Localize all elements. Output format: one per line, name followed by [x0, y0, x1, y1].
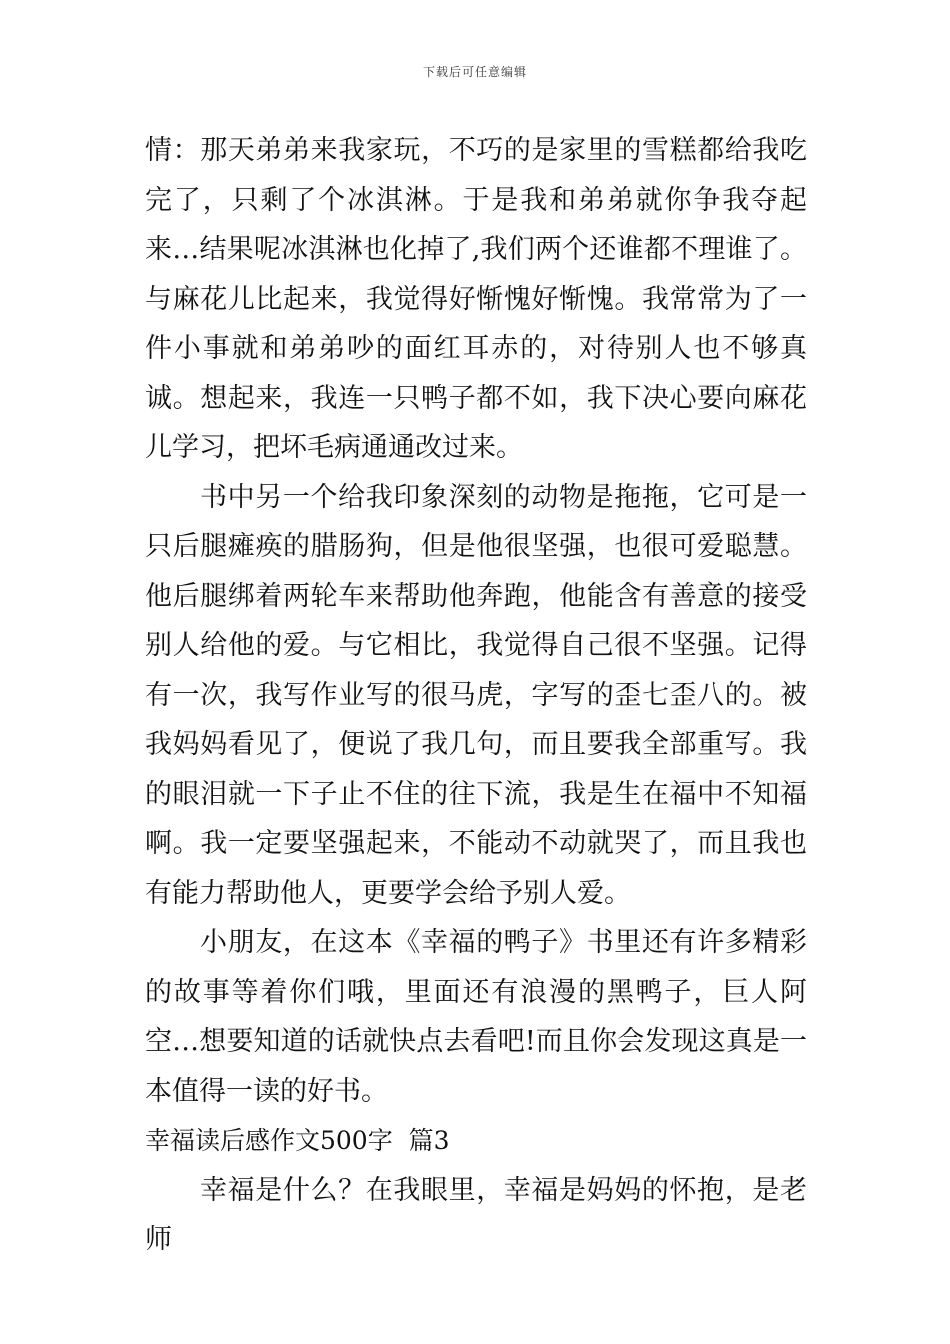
- paragraph-2: 书中另一个给我印象深刻的动物是拖拖，它可是一只后腿瘫痪的腊肠狗，但是他很坚强，也很可爱聪慧。他后腿绑着两轮车来帮助他奔跑，他能含有善意的接受别人给他的爱。与它相比，我觉得自己很不坚强。记得有一次，我写作业写的很马虎，字写的歪七歪八的。被我妈妈看见了，便说了我几句，而且要我全部重写。我的眼泪就一下子止不住的往下流，我是生在福中不知福啊。我一定要坚强起来，不能动不动就哭了，而且我也有能力帮助他人，更要学会给予别人爱。: [145, 481, 807, 909]
- paragraph-4: 幸福是什么？在我眼里，幸福是妈妈的怀抱，是老师: [145, 1174, 807, 1255]
- paragraph-1: 情：那天弟弟来我家玩，不巧的是家里的雪糕都给我吃完了，只剩了个冰淇淋。于是我和弟弟就你争我夺起来…结果呢冰淇淋也化掉了,我们两个还谁都不理谁了。与麻花儿比起来，我觉得好惭愧好惭愧。我常常为了一件小事就和弟弟吵的面红耳赤的，对待别人也不够真诚。想起来，我连一只鸭子都不如，我下决心要向麻花儿学习，把坏毛病通通改过来。: [145, 135, 807, 463]
- paragraph-3: 小朋友，在这本《幸福的鸭子》书里还有许多精彩的故事等着你们哦，里面还有浪漫的黑鸭子，巨人阿空…想要知道的话就快点去看吧!而且你会发现这真是一本值得一读的好书。: [145, 927, 807, 1107]
- page-header: 下载后可任意编辑: [422, 65, 527, 79]
- section-heading: 幸福读后感作文500字 篇3: [145, 1126, 450, 1155]
- document-body: [145, 126, 807, 1265]
